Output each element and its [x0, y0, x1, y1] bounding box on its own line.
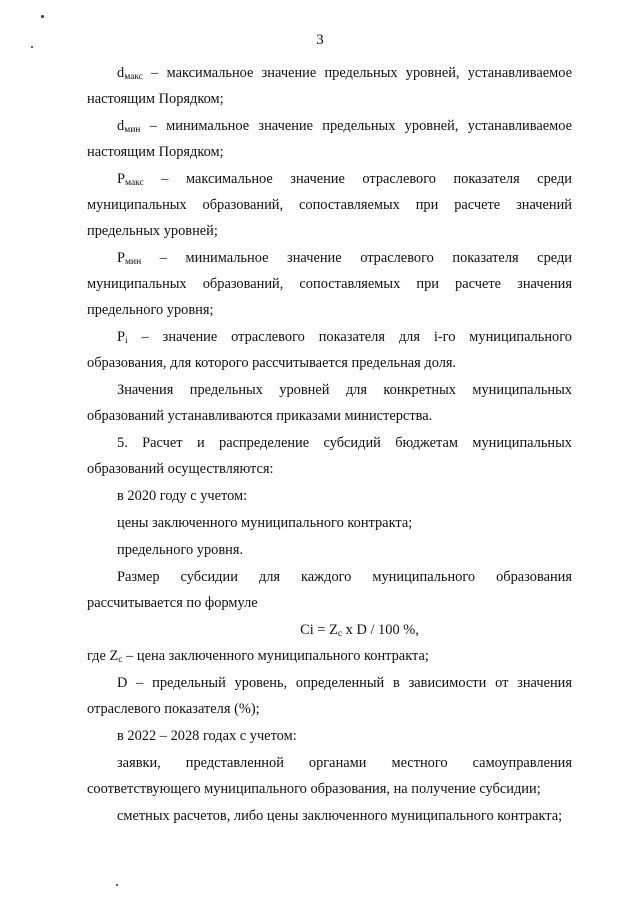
paragraph-levels-orders: Значения предельных уровней для конкретных муниципальных образований устанавливаются приказами министерства. — [87, 382, 572, 424]
page-number: 3 — [316, 32, 324, 48]
definition-d-min: $d_{мин}$ – минимальное значение предельных уровней, устанавливаемое настоящим Порядком; — [87, 118, 572, 160]
paragraph-subsidy-size: Размер субсидии для каждого муниципального образования рассчитывается по формуле — [87, 569, 572, 611]
subsidy-formula: $Ci = Z_c$ x D / 100 %, — [300, 622, 419, 639]
definition-d: D – предельный уровень, определенный в зависимости от значения отраслевого показателя (%); — [87, 675, 572, 717]
scan-speck — [31, 46, 33, 48]
paragraph-2022-2028: в 2022 – 2028 годах с учетом: — [117, 728, 297, 744]
paragraph-2020: в 2020 году с учетом: — [117, 488, 248, 504]
definition-p-i: $P_i$ – значение отраслевого показателя для i-го муниципального образования, для которого рассчитывается предельная доля. — [87, 329, 572, 371]
paragraph-contract-price: цены заключенного муниципального контракта; — [117, 515, 413, 531]
formula-where: где $Z_c$ – цена заключенного муниципального контракта; — [87, 648, 429, 665]
paragraph-application: заявки, представленной органами местного самоуправления соответствующего муниципального образования, на получение субсидии; — [87, 755, 572, 797]
definition-d-max: $d_{макс}$ – максимальное значение предельных уровней, устанавливаемое настоящим Порядком; — [87, 65, 572, 107]
paragraph-section-5: 5. Расчет и распределение субсидий бюджетам муниципальных образований осуществляются: — [87, 435, 572, 477]
scan-speck — [41, 15, 44, 18]
definition-p-min: $P_{мин}$ – минимальное значение отраслевого показателя среди муниципальных образований, сопоставляемых при расчете значения предельного уровня; — [87, 250, 572, 318]
paragraph-limit-level: предельного уровня. — [117, 542, 244, 558]
scan-speck — [116, 884, 118, 886]
document-body — [87, 60, 572, 830]
paragraph-estimates: сметных расчетов, либо цены заключенного муниципального контракта; — [117, 808, 563, 824]
definition-p-max: $P_{макс}$ – максимальное значение отраслевого показателя среди муниципальных образований, сопоставляемых при расчете значений предельных уровней; — [87, 171, 572, 239]
